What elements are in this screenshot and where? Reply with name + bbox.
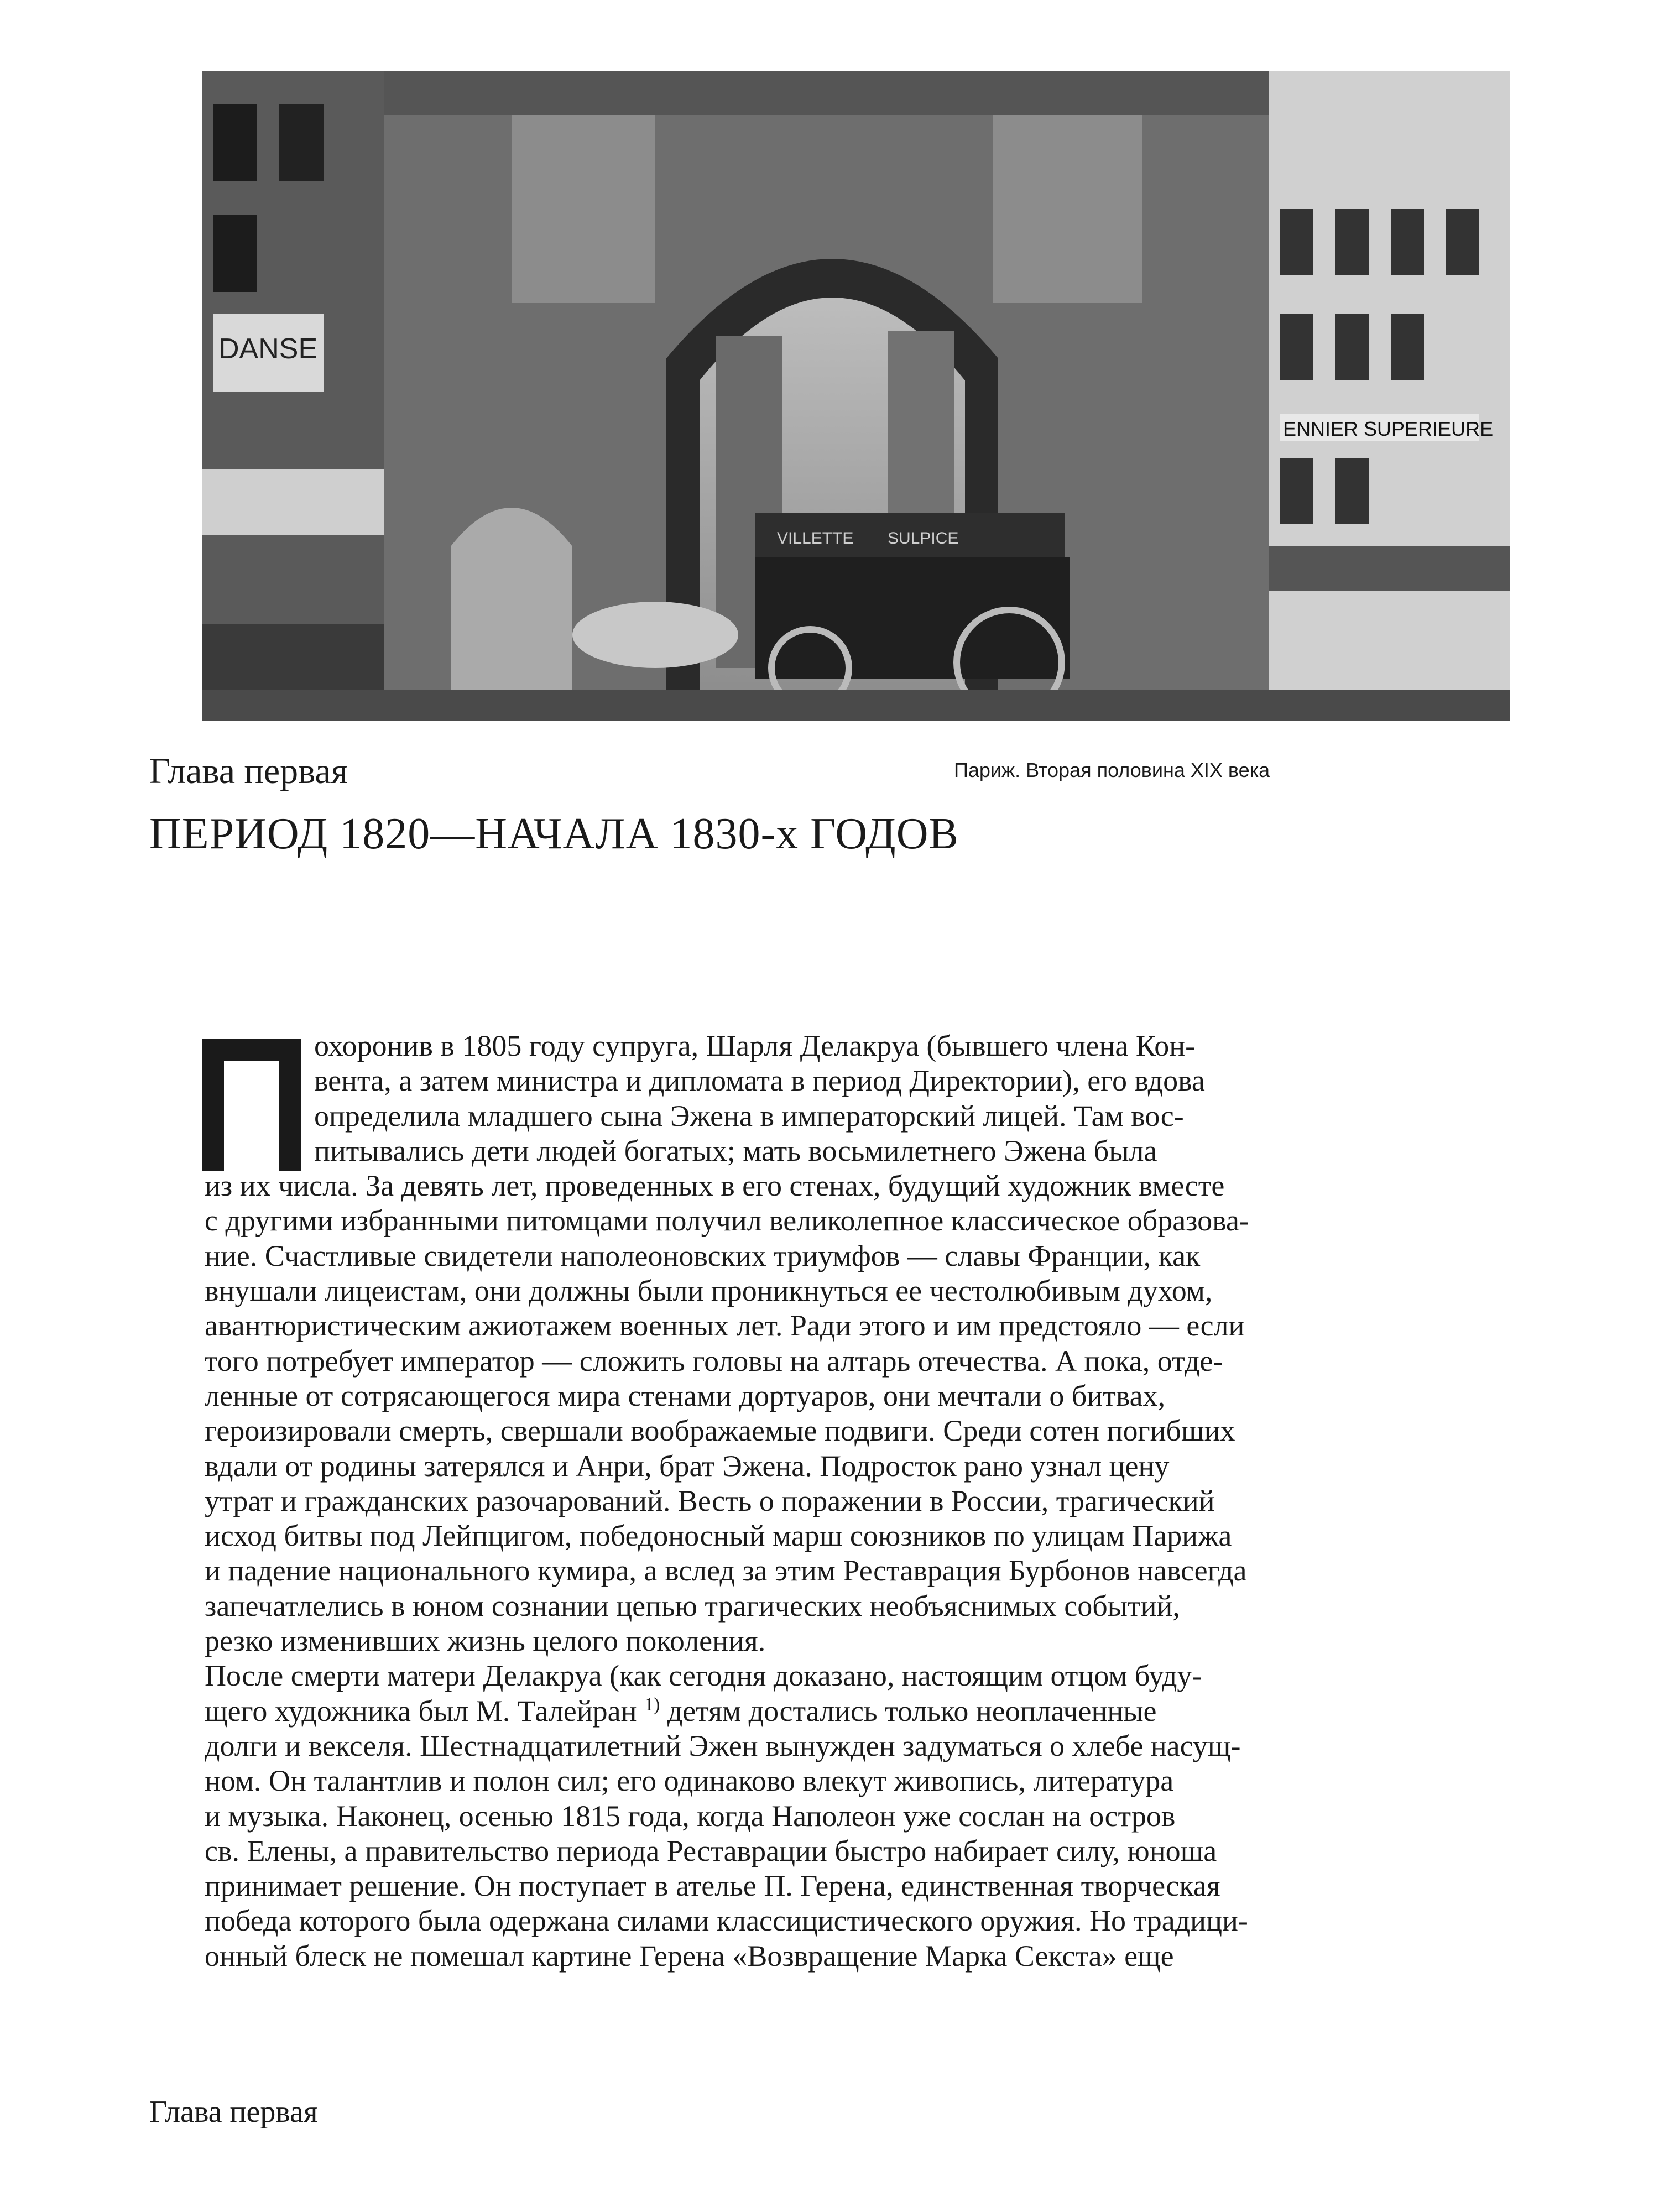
body-line: вента, а затем министра и дипломата в период Директории), его вдова: [314, 1064, 1205, 1098]
body-line: долги и векселя. Шестнадцатилетний Эжен вынужден задуматься о хлебе насущ-: [205, 1729, 1241, 1762]
body-line: утрат и гражданских разочарований. Весть о поражении в России, трагический: [205, 1484, 1215, 1517]
right-building: [1269, 71, 1510, 721]
body-line: резко изменивших жизнь целого поколения.: [205, 1624, 766, 1658]
body-line: внушали лицеистам, они должны были проникнуться ее честолюбивым духом,: [205, 1274, 1213, 1308]
body-line: из их числа. За девять лет, проведенных в его стенах, будущий художник вместе: [205, 1169, 1225, 1203]
body-line: и музыка. Наконец, осенью 1815 года, когда Наполеон уже сослан на остров: [205, 1799, 1176, 1833]
body-line-part: щего художника был М. Талейран: [205, 1694, 637, 1728]
body-line: ленные от сотрясающегося мира стенами дортуаров, они мечтали о битвах,: [205, 1379, 1166, 1412]
body-line: героизировали смерть, свершали воображаемые подвиги. Среди сотен погибших: [205, 1414, 1235, 1448]
body-line: онный блеск не помешал картине Герена «Возвращение Марка Секста» еще: [205, 1939, 1174, 1973]
body-line: св. Елены, а правительство периода Реставрации быстро набирает силу, юноша: [205, 1834, 1217, 1867]
body-line-with-footnote: [205, 1694, 1493, 1729]
sign-villette: VILLETTE: [777, 529, 854, 547]
body-line: исход битвы под Лейпцигом, победоносный марш союзников по улицам Парижа: [205, 1519, 1232, 1553]
sign-danse: DANSE: [218, 333, 318, 365]
body-line-part: детям достались только неоплаченные: [660, 1694, 1157, 1728]
body-line: запечатлелись в юном сознании цепью трагических необъяснимых событий,: [205, 1589, 1180, 1623]
footnote-ref[interactable]: 1): [644, 1694, 660, 1715]
body-text: [205, 1029, 1493, 1974]
chapter-title: ПЕРИОД 1820—НАЧАЛА 1830-х ГОДОВ: [149, 810, 959, 858]
body-line: с другими избранными питомцами получил великолепное классическое образова-: [205, 1204, 1249, 1238]
horses: [572, 602, 738, 668]
paris-photo: [202, 71, 1510, 721]
body-line: питывались дети людей богатых; мать восьмилетнего Эжена была: [314, 1134, 1157, 1167]
body-line: победа которого была одержана силами классицистического оружия. Но традици-: [205, 1904, 1248, 1938]
body-line: вдали от родины затерялся и Анри, брат Эжена. Подросток рано узнал цену: [205, 1449, 1170, 1483]
body-line: ном. Он талантлив и полон сил; его одинаково влекут живопись, литература: [205, 1764, 1174, 1798]
body-line: того потребует император — сложить головы на алтарь отечества. А пока, отде-: [205, 1344, 1223, 1378]
chapter-label: Глава первая: [149, 751, 348, 791]
sign-supérieure: ENNIER SUPERIEURE: [1283, 418, 1494, 440]
body-line: После смерти матери Делакруа (как сегодня доказано, настоящим отцом буду-: [205, 1659, 1202, 1693]
body-line: и падение национального кумира, а вслед за этим Реставрация Бурбонов навсегда: [205, 1554, 1247, 1588]
body-line: охоронив в 1805 году супруга, Шарля Делакруа (бывшего члена Кон-: [314, 1029, 1196, 1062]
running-footer: Глава первая: [149, 2095, 318, 2129]
body-line: определила младшего сына Эжена в императорский лицей. Там вос-: [314, 1099, 1184, 1133]
photo-caption: Париж. Вторая половина XIX века: [954, 759, 1270, 781]
omnibus: [755, 557, 1070, 679]
body-line: авантюристическим ажиотажем военных лет. Ради этого и им предстояло — если: [205, 1309, 1245, 1343]
body-line: принимает решение. Он поступает в ателье П. Герена, единственная творческая: [205, 1869, 1220, 1903]
body-line: ние. Счастливые свидетели наполеоновских триумфов — славы Франции, как: [205, 1239, 1201, 1272]
paris-street-illustration: [202, 71, 1510, 721]
sign-sulpice: SULPICE: [888, 529, 959, 547]
